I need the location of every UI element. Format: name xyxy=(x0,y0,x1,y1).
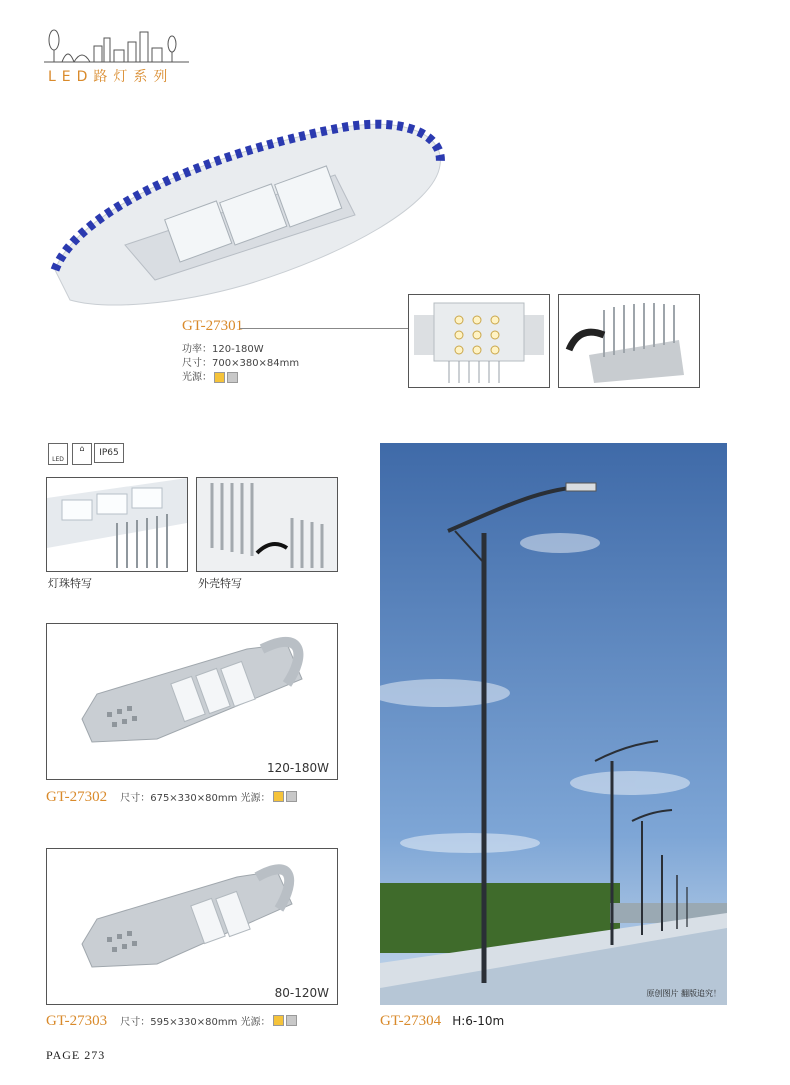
ip65-badge xyxy=(94,443,124,463)
page-number: PAGE 273 xyxy=(46,1048,106,1062)
home-shield-icon: ⌂ xyxy=(72,443,92,465)
lamp-gt27301-image xyxy=(45,105,450,315)
housing-closeup xyxy=(196,477,338,572)
ip65-label: IP65 xyxy=(99,448,119,458)
street-pole-photo xyxy=(380,443,727,1005)
spec-gt27302: 尺寸：675×330×80mm 光源： xyxy=(120,793,271,804)
caption-housing: 外壳特写 xyxy=(198,577,242,590)
wattage-gt27302: 120-180W xyxy=(266,761,329,775)
product-code-gt27304: GT-27304 xyxy=(380,1013,442,1029)
caption-led-bead: 灯珠特写 xyxy=(48,577,92,590)
product-row-gt27302 xyxy=(46,786,297,806)
lamp-gt27303-frame xyxy=(46,848,338,1005)
led-bead-closeup xyxy=(46,477,188,572)
lamp-gt27302-frame xyxy=(46,623,338,780)
warm-light-icon xyxy=(214,372,225,383)
watermark: 原创图片 翻版追究！ xyxy=(646,989,721,998)
light-source-label: 光源： xyxy=(182,372,212,383)
product-row-gt27303 xyxy=(46,1010,297,1030)
warm-light-icon xyxy=(273,791,284,802)
cool-light-icon xyxy=(286,1015,297,1026)
cool-light-icon xyxy=(286,791,297,802)
product-code-gt27303: GT-27303 xyxy=(46,1013,108,1029)
product-row-gt27304 xyxy=(380,1010,504,1030)
led-certification-icon xyxy=(48,443,68,465)
wattage-gt27303: 80-120W xyxy=(274,986,329,1000)
heatsink-back-photo xyxy=(558,294,700,388)
warm-light-icon xyxy=(273,1015,284,1026)
skyline-logo-icon xyxy=(44,28,194,64)
size-spec: 尺寸：700×380×84mm xyxy=(182,358,300,369)
led-module-photo xyxy=(408,294,550,388)
cool-light-icon xyxy=(227,372,238,383)
spec-gt27303: 尺寸：595×330×80mm 光源： xyxy=(120,1017,271,1028)
power-spec: 功率：120-180W xyxy=(182,344,264,355)
led-icon-label: LED xyxy=(52,456,64,463)
series-title: LED路灯系列 xyxy=(48,69,174,85)
height-gt27304: H:6-10m xyxy=(452,1014,505,1028)
light-source-row xyxy=(182,368,238,383)
divider xyxy=(240,328,410,329)
product-code-gt27302: GT-27302 xyxy=(46,789,108,805)
product-code-gt27301: GT-27301 xyxy=(182,318,244,334)
